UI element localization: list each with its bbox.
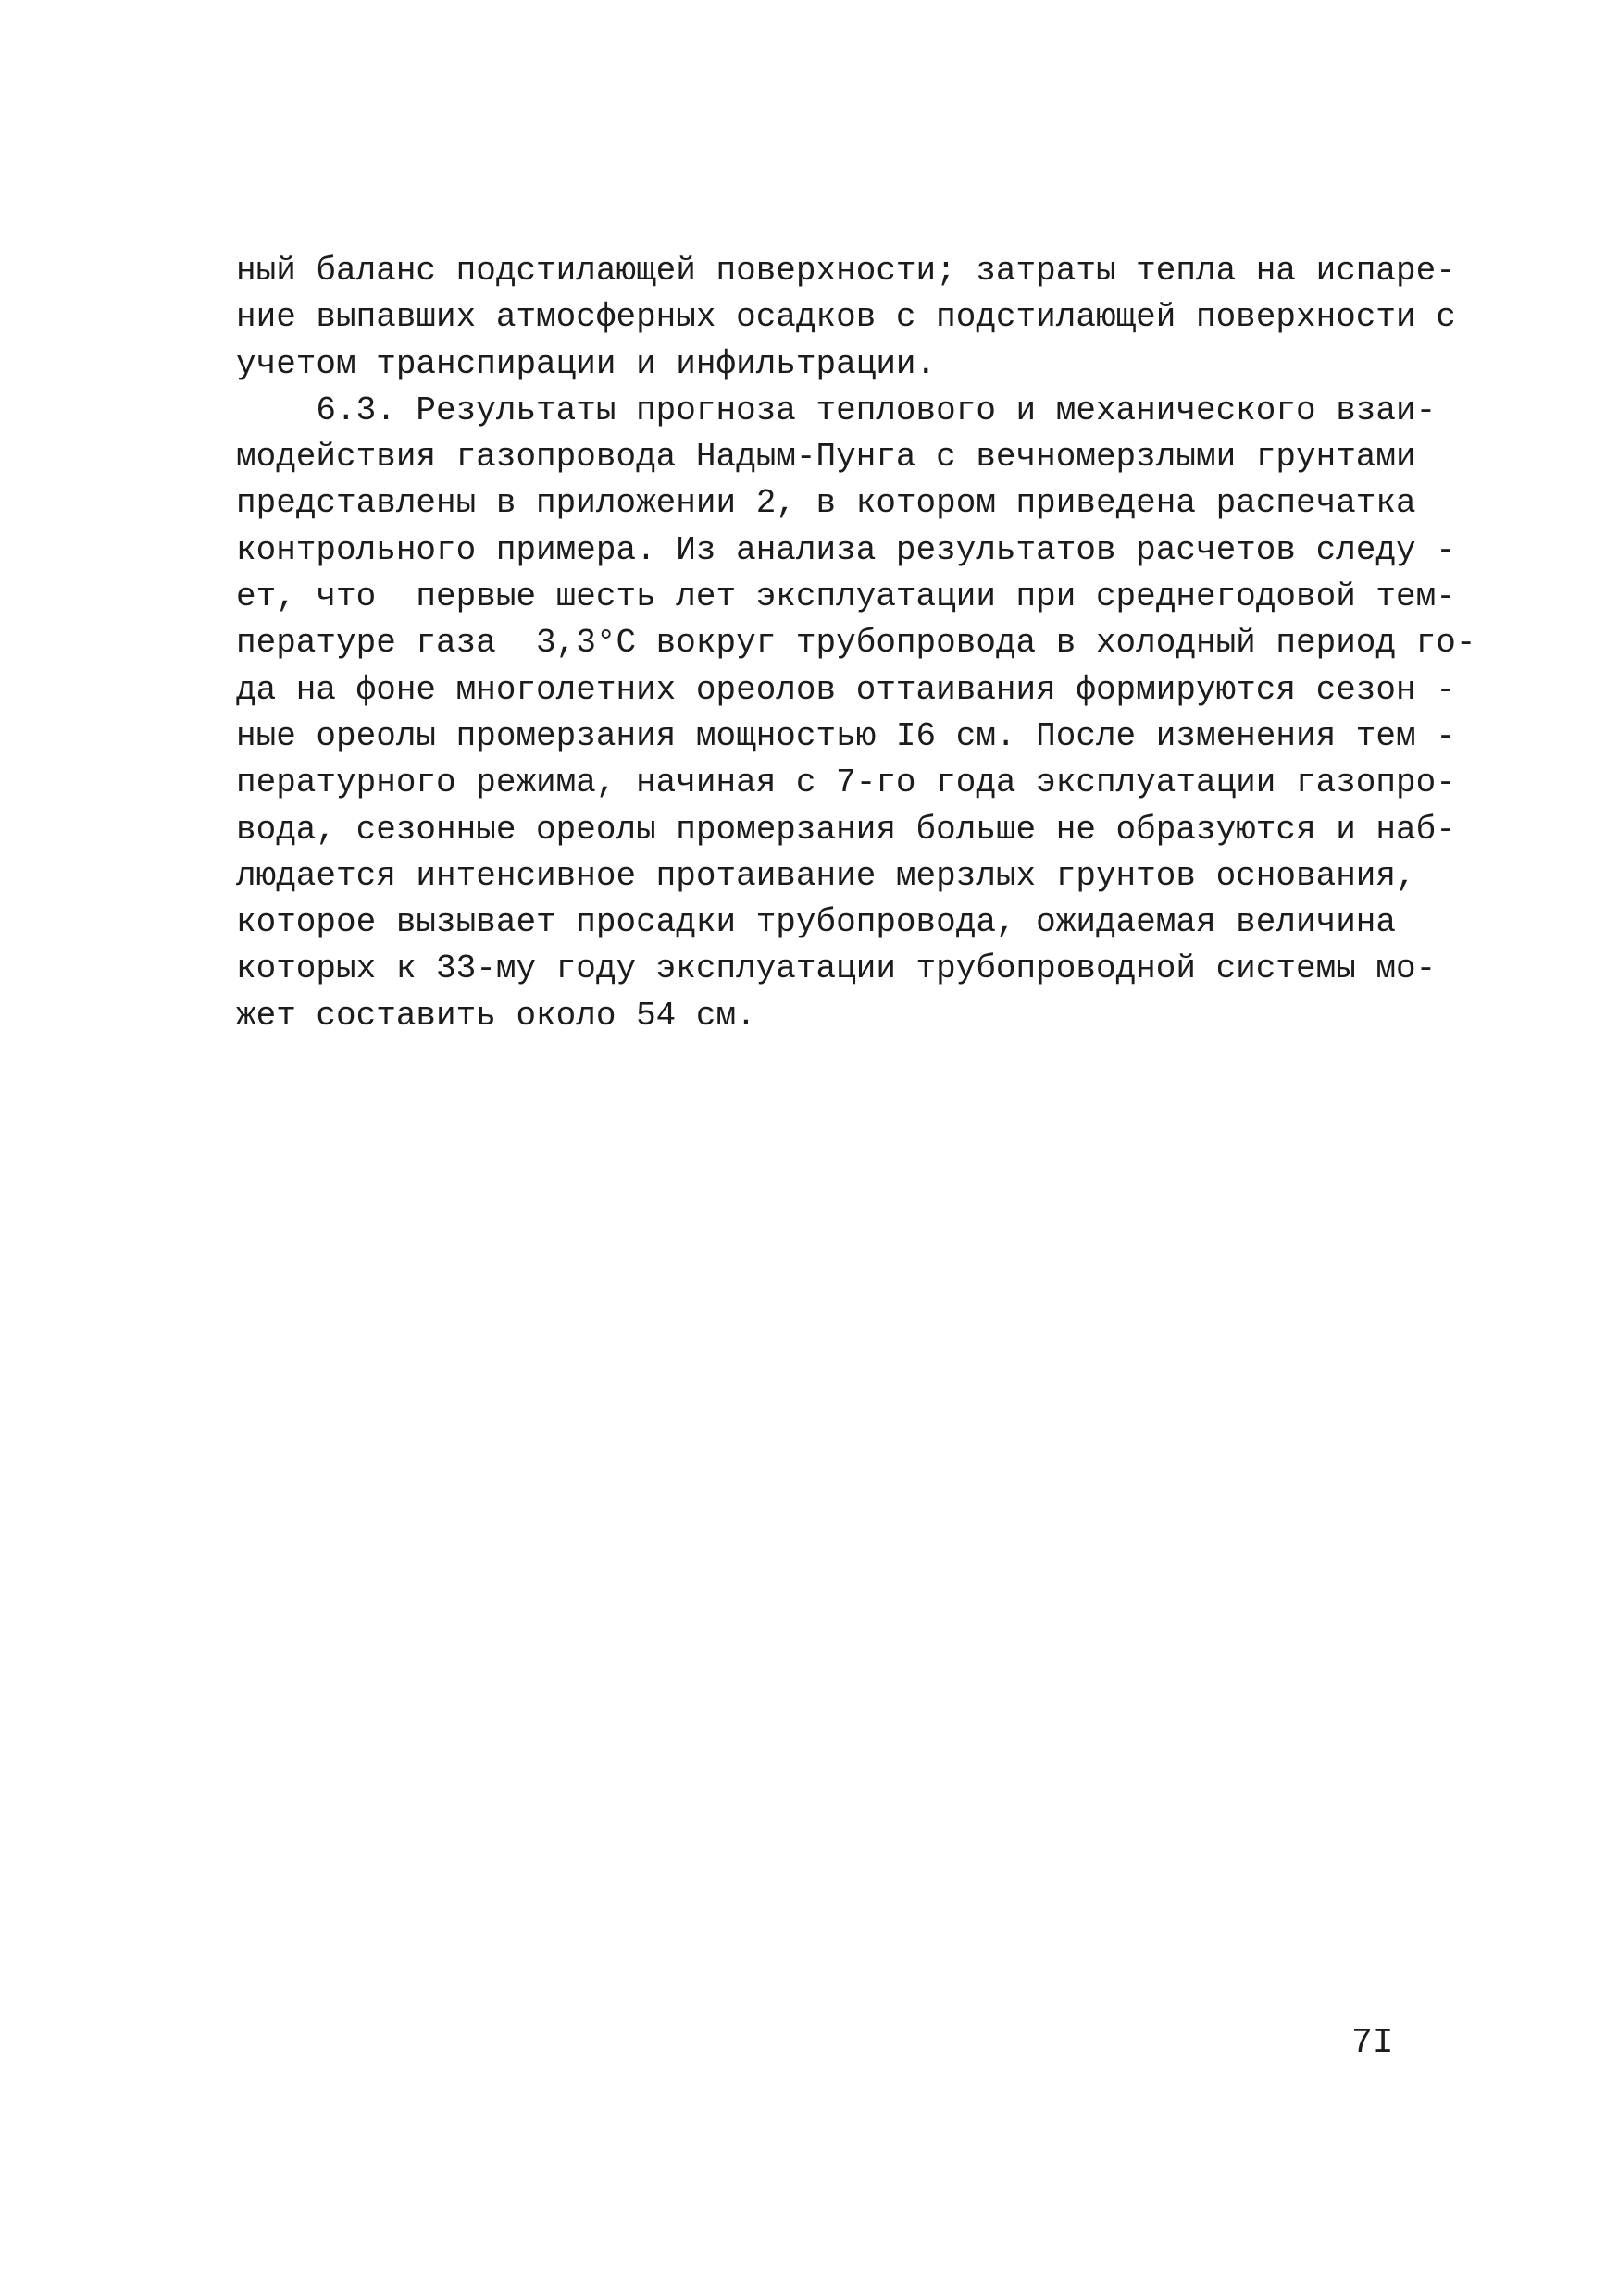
text-line: людается интенсивное протаивание мерзлых грунтов основания, [236,856,1416,895]
text-line: вода, сезонные ореолы промерзания больше не образуются и наб- [236,810,1456,849]
text-line: представлены в приложении 2, в котором приведена распечатка [236,484,1416,523]
page-number: 7I [1351,2023,1394,2063]
text-line: пературного режима, начиная с 7-го года эксплуатации газопро- [236,763,1456,802]
text-line: ный баланс подстилающей поверхности; затраты тепла на испаре- [236,252,1456,290]
text-line: модействия газопровода Надым-Пунга с вечномерзлыми грунтами [236,438,1416,477]
text-line: пературе газа 3,3°С вокруг трубопровода в холодный период го- [236,624,1476,663]
text-line: которых к 33-му году эксплуатации трубопроводной системы мо- [236,949,1437,988]
text-line: ет, что первые шесть лет эксплуатации при среднегодовой тем- [236,577,1456,616]
text-line: ные ореолы промерзания мощностью I6 см. После изменения тем - [236,716,1456,755]
body-paragraphs [236,248,1476,1039]
text-line: учетом транспирации и инфильтрации. [236,344,937,383]
text-line: которое вызывает просадки трубопровода, ожидаемая величина [236,903,1397,942]
text-line: ние выпавших атмосферных осадков с подстилающей поверхности с [236,298,1456,337]
text-line: контрольного примера. Из анализа результатов расчетов следу - [236,530,1456,569]
text-line: жет составить около 54 см. [236,996,756,1035]
text-line: 6.3. Результаты прогноза теплового и механического взаи- [236,391,1437,429]
text-line: да на фоне многолетних ореолов оттаивания формируются сезон - [236,670,1456,709]
